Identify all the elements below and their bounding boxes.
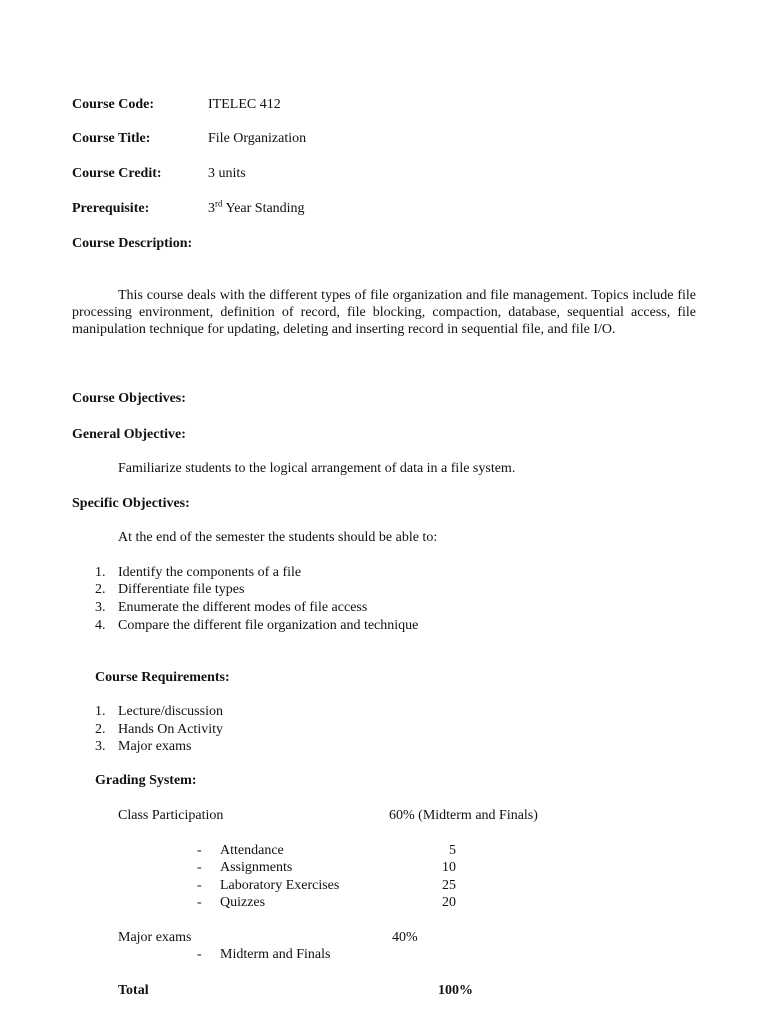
- general-objective-text: Familiarize students to the logical arrangement of data in a file system.: [118, 461, 516, 476]
- grading-item-label: Attendance: [220, 843, 284, 858]
- list-item-number: 2.: [95, 722, 106, 737]
- list-item: Lecture/discussion: [118, 704, 223, 719]
- list-item-number: 3.: [95, 600, 106, 615]
- dash-bullet: -: [197, 878, 202, 893]
- grading-item-label: Quizzes: [220, 895, 266, 910]
- grading-item-value: 25: [442, 878, 456, 893]
- total-value: 100%: [438, 983, 473, 998]
- prerequisite-value: [208, 200, 305, 217]
- dash-bullet: -: [197, 895, 202, 910]
- major-exams-label: Major exams: [118, 930, 192, 945]
- prerequisite-rest: Year Standing: [222, 201, 305, 216]
- dash-bullet: -: [197, 843, 202, 858]
- course-title-label: Course Title:: [72, 131, 151, 146]
- course-description-text: This course deals with the different types of file organization and file management. Topics include file processing environment, definition of record, file blocking, compaction, database, sequential access, file manipulation technique for updating, deleting and inserting record in sequential file, and file I/O.: [72, 288, 696, 337]
- major-exams-value: 40%: [392, 930, 418, 945]
- total-label: Total: [118, 983, 149, 998]
- list-item: Major exams: [118, 739, 192, 754]
- list-item-number: 1.: [95, 565, 106, 580]
- list-item: Hands On Activity: [118, 722, 223, 737]
- course-credit-value: 3 units: [208, 166, 246, 181]
- general-objective-heading: General Objective:: [72, 427, 186, 442]
- list-item: Enumerate the different modes of file access: [118, 600, 368, 615]
- grading-system-heading: Grading System:: [95, 773, 197, 788]
- list-item: Identify the components of a file: [118, 565, 302, 580]
- course-requirements-heading: Course Requirements:: [95, 670, 230, 685]
- class-participation-value: 60% (Midterm and Finals): [389, 808, 538, 823]
- major-exams-item: Midterm and Finals: [220, 947, 331, 962]
- course-code-value: ITELEC 412: [208, 97, 281, 112]
- prerequisite-ordinal: rd: [215, 198, 223, 209]
- list-item: Differentiate file types: [118, 582, 245, 597]
- course-objectives-heading: Course Objectives:: [72, 391, 186, 406]
- course-description-heading: Course Description:: [72, 236, 193, 251]
- specific-objectives-intro: At the end of the semester the students should be able to:: [118, 530, 438, 545]
- course-credit-label: Course Credit:: [72, 166, 162, 181]
- list-item-number: 1.: [95, 704, 106, 719]
- list-item-number: 4.: [95, 618, 106, 633]
- specific-objectives-heading: Specific Objectives:: [72, 496, 190, 511]
- list-item-number: 3.: [95, 739, 106, 754]
- grading-item-label: Laboratory Exercises: [220, 878, 340, 893]
- course-code-label: Course Code:: [72, 97, 155, 112]
- grading-item-value: 10: [442, 860, 456, 875]
- grading-item-value: 5: [449, 843, 456, 858]
- grading-item-value: 20: [442, 895, 456, 910]
- list-item-number: 2.: [95, 582, 106, 597]
- prerequisite-number: 3: [208, 201, 215, 216]
- dash-bullet: -: [197, 947, 202, 962]
- dash-bullet: -: [197, 860, 202, 875]
- class-participation-label: Class Participation: [118, 808, 224, 823]
- prerequisite-label: Prerequisite:: [72, 201, 150, 216]
- list-item: Compare the different file organization and technique: [118, 618, 419, 633]
- course-title-value: File Organization: [208, 131, 307, 146]
- grading-item-label: Assignments: [220, 860, 293, 875]
